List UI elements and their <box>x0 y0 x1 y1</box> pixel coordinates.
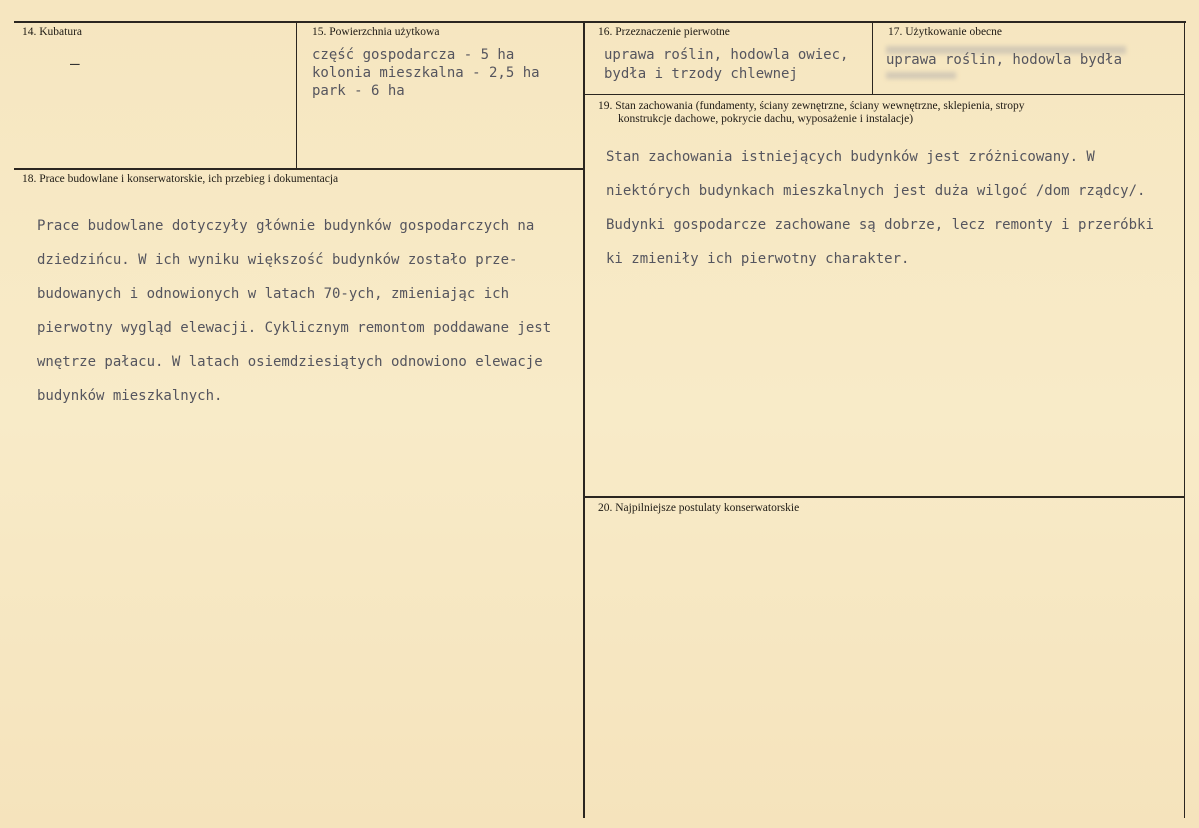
field-16-line: bydła i trzody chlewnej <box>604 66 798 82</box>
field-14-value: — <box>70 54 80 73</box>
field-20-label: 20. Najpilniejsze postulaty konserwatorskie <box>598 502 800 514</box>
field-18-line: wnętrze pałacu. W latach osiemdziesiątych odnowiono elewacje <box>37 354 543 370</box>
field-18-line: pierwotny wygląd elewacji. Cyklicznym remontom poddawane jest <box>37 320 552 336</box>
field-18-line: Prace budowlane dotyczyły głównie budynków gospodarczych na <box>37 218 535 234</box>
field-19-label-1: 19. Stan zachowania (fundamenty, ściany zewnętrzne, ściany wewnętrzne, sklepienia, stropy <box>598 100 1025 112</box>
field-15-value <box>312 46 540 100</box>
rule-row1-right <box>584 94 1184 95</box>
field-16-label: 16. Przeznaczenie pierwotne <box>598 26 730 38</box>
field-19-line: niektórych budynkach mieszkalnych jest duża wilgoć /dom rządcy/. <box>606 183 1146 199</box>
rule-row20 <box>584 496 1184 498</box>
rule-top <box>14 21 1186 23</box>
field-19-line: ki zmieniły ich pierwotny charakter. <box>606 251 910 267</box>
field-15-label: 15. Powierzchnia użytkowa <box>312 26 440 38</box>
correction-smudge-2 <box>886 72 956 79</box>
field-19-line: Stan zachowania istniejących budynków jest zróżnicowany. W <box>606 149 1095 165</box>
field-15-line: park - 6 ha <box>312 83 405 99</box>
field-16-value <box>604 46 848 84</box>
rule-center-divider <box>583 22 585 818</box>
rule-row1-left <box>14 168 585 170</box>
field-19-value <box>606 140 1154 276</box>
field-15-line: część gospodarcza - 5 ha <box>312 47 515 63</box>
field-16-line: uprawa roślin, hodowla owiec, <box>604 47 849 63</box>
field-14-label: 14. Kubatura <box>22 26 83 38</box>
field-18-line: budowanych i odnowionych w latach 70-ych, zmieniając ich <box>37 286 510 302</box>
rule-right-edge <box>1184 22 1185 818</box>
field-18-value <box>37 209 551 413</box>
field-18-line: budynków mieszkalnych. <box>37 388 223 404</box>
rule-left-col-divider <box>296 22 297 168</box>
field-17-value <box>886 51 1122 70</box>
field-17-line: uprawa roślin, hodowla bydła <box>886 52 1123 68</box>
field-19-label-2: konstrukcje dachowe, pokrycie dachu, wyposażenie i instalacje) <box>618 113 914 125</box>
field-17-label: 17. Użytkowanie obecne <box>888 26 1003 38</box>
field-15-line: kolonia mieszkalna - 2,5 ha <box>312 65 540 81</box>
rule-right-col-divider <box>872 22 873 94</box>
field-19-line: Budynki gospodarcze zachowane są dobrze, lecz remonty i przeróbki <box>606 217 1154 233</box>
field-18-line: dziedzińcu. W ich wyniku większość budynków zostało prze- <box>37 252 518 268</box>
field-18-label: 18. Prace budowlane i konserwatorskie, ich przebieg i dokumentacja <box>22 173 339 185</box>
